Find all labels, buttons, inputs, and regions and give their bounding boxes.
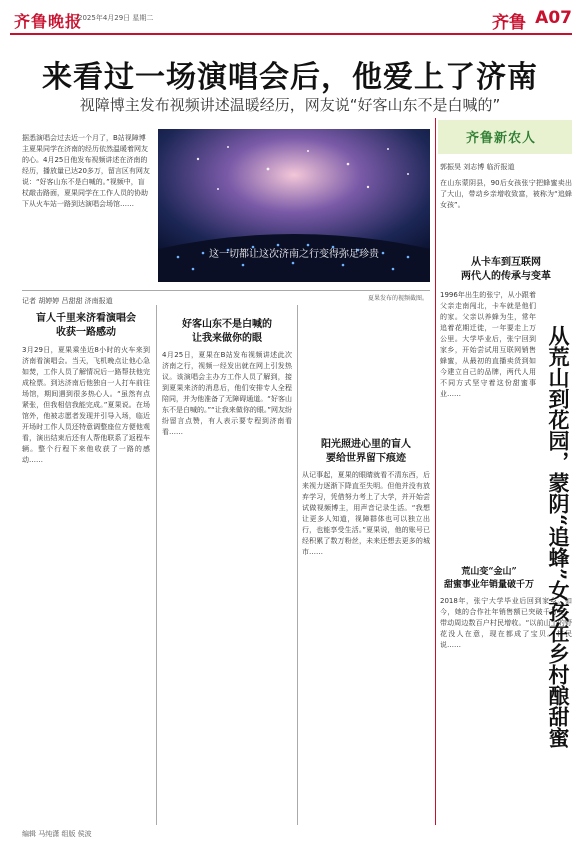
column-divider <box>156 305 157 825</box>
article-title: 来看过一场演唱会后，他爱上了济南 <box>42 60 538 95</box>
sidebar-column-1: 1996年出生的张宁，从小跟着父亲走南闯北，卡车就是他们的家。父亲以养蜂为生，常年追着花期迁徙，一年要走上万公里。大学毕业后，张宁回到家乡，开始尝试用互联网销售蜂蜜，从最初的直播卖货到如今建立自己的品牌，两代人用不同方式坚守着这份甜蜜事业…… <box>440 291 536 398</box>
article-subtitle: 视障博主发布视频讲述温暖经历，网友说“好客山东不是白喊的” <box>79 96 501 114</box>
masthead <box>0 0 580 38</box>
section-heading-1: 盲人千里来济看演唱会 收获一路感动 <box>36 313 136 338</box>
article-column-2: 4月25日，夏果在B站发布视频讲述此次济南之行，视频一经发出就在网上引发热议。该演唱会主办方工作人员了解到，接到夏果来济的消息后，他们安排专人全程陪同，并为他准备了无障碍通道。“好客山东不是白喊的。”“让我来做你的眼。”网友纷纷留言点赞，有人表示要专程到济南看看…… <box>162 351 292 436</box>
header-rule <box>10 33 572 35</box>
sidebar-divider <box>435 118 436 825</box>
article-column-3: 从记事起，夏果的眼睛就看不清东西，后来视力逐渐下降直至失明。但他并没有放弃学习，凭借努力考上了大学，并开始尝试做视频博主，用声音记录生活。“我想让更多人知道，视障群体也可以独立出行，也能享受生活。”夏果说，他的账号已经积累了数万粉丝，未来还想去更多的城市…… <box>302 471 430 556</box>
article-column-1: 3月29日，夏果乘坐近8小时的火车来到济南看演唱会。当天，飞机晚点让他心急如焚，工作人员了解情况后一路帮扶他完成检票。到达济南后他独自一人打车前往场馆，期间遇到很多热心人。“虽然有点紧张，但我相信我能完成。”夏果说。在场馆外，他被志愿者发现并引导入场，临近开场时工作人员还特意调整座位方便他观看，演出结束后还有人帮他联系了返程车辆。整个行程下来他收获了一路的感动…… <box>22 346 150 464</box>
divider <box>22 290 430 291</box>
column-banner-title: 齐鲁新农人 <box>466 131 537 146</box>
sidebar-vertical-title: 从荒山到花园，蒙阴“追蜂”女孩在乡村酿甜蜜 <box>546 325 571 749</box>
section-heading-3: 阳光照进心里的盲人 要给世界留下痕迹 <box>321 439 411 464</box>
sidebar-heading-1: 从卡车到互联网 两代人的传承与变革 <box>461 257 551 282</box>
issue-date: 2025年4月29日 星期二 <box>78 14 154 22</box>
sidebar-column-2: 2018年，张宁大学毕业后回到家乡。如今，她的合作社年销售额已突破千万元，带动周边数百户村民增收。“以前山上的野花没人在意，现在都成了宝贝。”村民说…… <box>440 597 572 649</box>
newspaper-logo: 齐鲁晚报 <box>14 12 83 31</box>
photo-credit: 夏果发布的视频截图。 <box>368 295 429 302</box>
page-number: A07 <box>535 8 572 28</box>
article-reporters: 记者 胡婷婷 吕甜甜 济南报道 <box>22 297 113 305</box>
concert-photo <box>158 129 430 282</box>
page-editors: 编辑 马纯潇 组版 侯波 <box>22 830 92 838</box>
photo-caption: 这一切都让这次济南之行变得弥足珍贵 <box>209 249 379 260</box>
sidebar-heading-2: 荒山变“金山” 甜蜜事业年销量破千万 <box>443 567 534 590</box>
article-intro: 据悉演唱会过去近一个月了，B站视障博主夏果同学在济南的经历依然温暖着网友的心。4月25日他发布视频讲述在济南的经历，播放量已达20多万，留言区有网友说：“好客山东不是白喊的。”视频中，盲杖敲击路面，夏果同学在工作人员的协助下从火车站一路到达演唱会场馆…… <box>22 134 150 208</box>
section-heading-2: 好客山东不是白喊的 让我来做你的眼 <box>182 319 272 344</box>
section-name: 齐鲁 <box>492 13 526 33</box>
sidebar-reporters: 郭振昊 刘志博 临沂报道 <box>440 163 515 171</box>
sidebar-intro: 在山东蒙阴县，90后女孩张宁把蜂蜜卖出了大山，带动乡亲增收致富，被称为“追蜂女孩”。 <box>440 179 572 209</box>
column-divider <box>297 305 298 825</box>
